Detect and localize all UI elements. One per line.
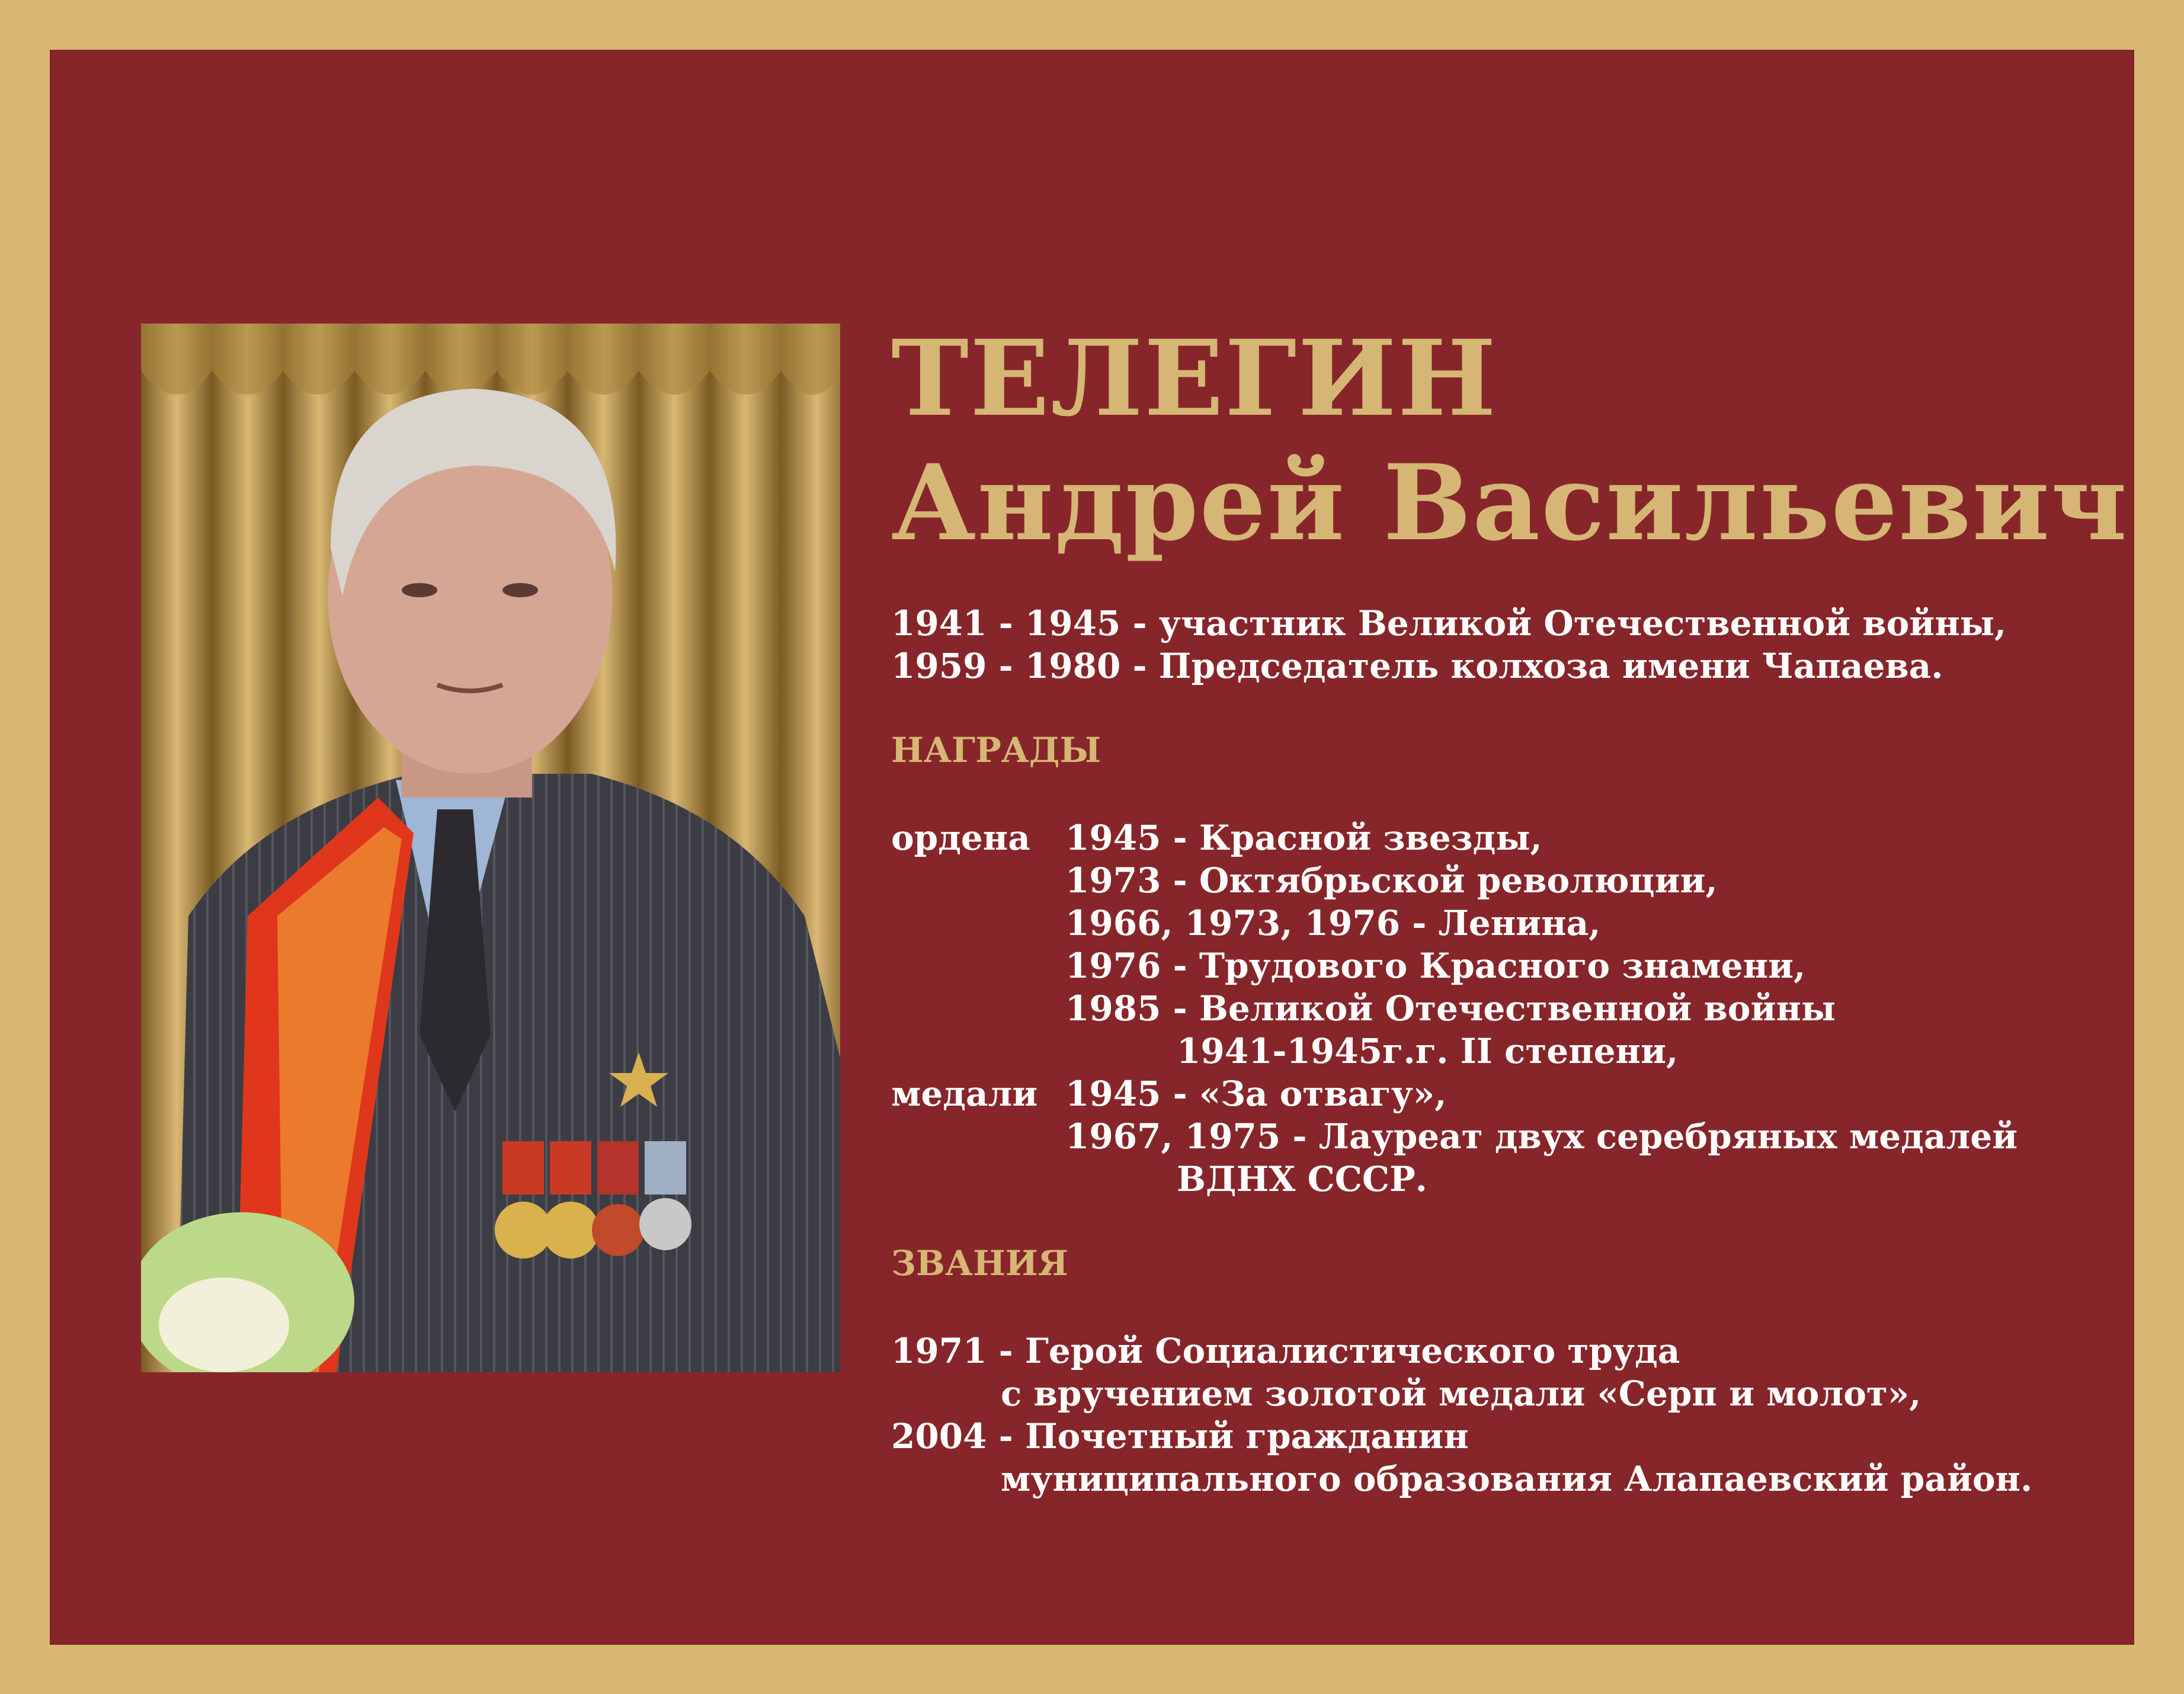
order-line: 1966, 1973, 1976 - Ленина, [1065,903,1601,943]
order-line: 1985 - Великой Отечественной войны [1065,988,1836,1029]
medals-row [891,1072,2088,1115]
medal-line: ВДНХ СССР. [1177,1159,1427,1199]
surname: ТЕЛЕГИН [891,317,1497,440]
medal-line: 1967, 1975 - Лауреат двух серебряных медалей [1065,1116,2018,1157]
portrait-illustration [141,324,840,1372]
order-line: 1941-1945г.г. II степени, [1177,1031,1679,1071]
plaque-panel [50,50,2134,1645]
given-names: Андрей Васильевич [891,441,2128,564]
bio-line: 1959 - 1980 - Председатель колхоза имени Чапаева. [891,646,1943,686]
awards-heading: НАГРАДЫ [891,730,1101,770]
title-line: муниципального образования Алапаевский район. [1001,1459,2033,1499]
medals-label: медали [891,1074,1038,1114]
medal-line: 1945 - «За отвагу», [1065,1074,1447,1114]
title-line: 2004 - Почетный гражданин [891,1416,1469,1456]
order-line: 1976 - Трудового Красного знамени, [1065,946,1806,986]
orders-row [891,816,2088,859]
biography-text [891,316,2128,1561]
orders-label: ордена [891,818,1030,858]
bio-line: 1941 - 1945 - участник Великой Отечественной войны, [891,603,2007,643]
titles-heading: ЗВАНИЯ [891,1243,1068,1283]
title-line: с вручением золотой медали «Серп и молот», [1001,1373,1922,1414]
title-line: 1971 - Герой Социалистического труда [891,1331,1680,1371]
order-line: 1973 - Октябрьской революции, [1065,860,1718,901]
order-line: 1945 - Красной звезды, [1065,818,1542,858]
portrait-photo [141,324,840,1372]
